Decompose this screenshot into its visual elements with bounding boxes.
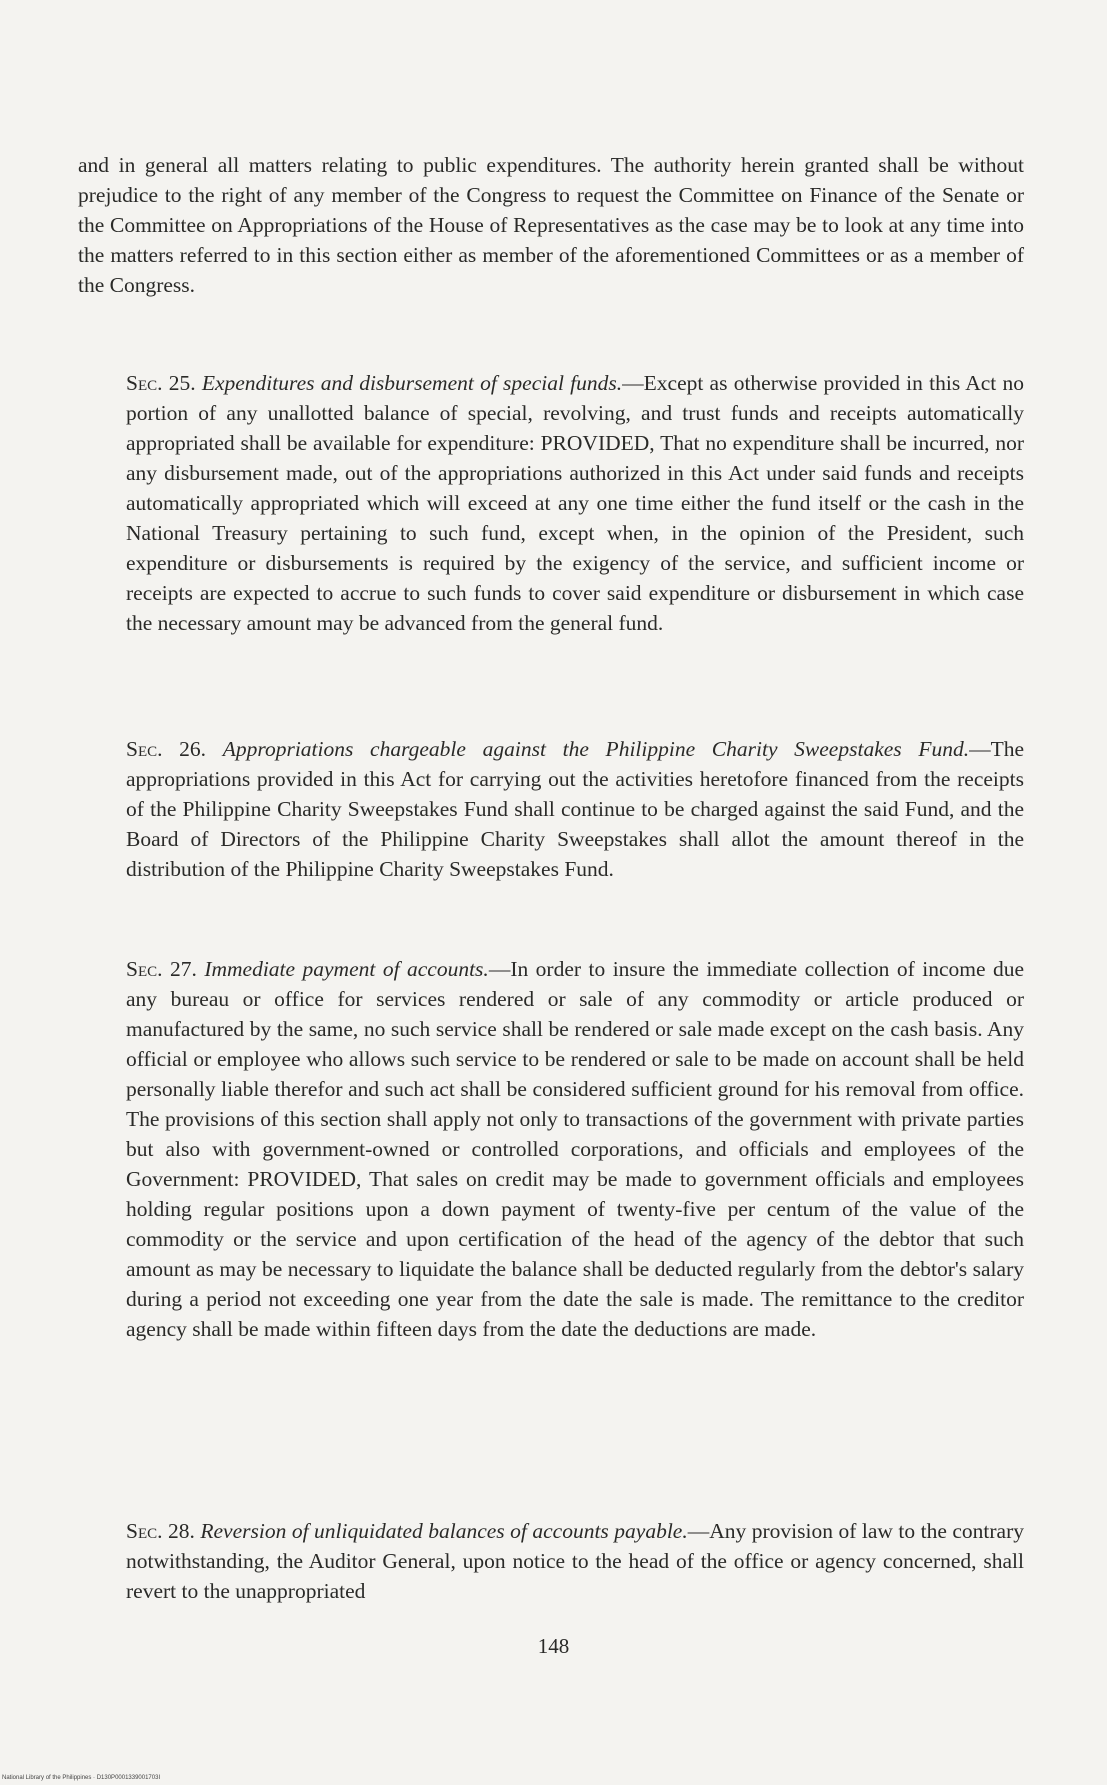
archive-stamp: National Library of the Philippines · D130P0001339001703I [2, 1775, 161, 1781]
section-paragraph [78, 734, 1024, 884]
section-label: Sec. 27. [126, 957, 197, 981]
paragraph-text: and in general all matters relating to public expenditures. The authority herein granted shall be without prejudice to the right of any member of the Congress to request the Committee on Finance of the Senate or the Committee on Appropriations of the House of Representatives as the case may be to look at any time into the matters referred to in this section either as member of the aforementioned Committees or as a member of the Congress. [78, 153, 1024, 297]
section-title: Reversion of unliquidated balances of accounts payable. [200, 1519, 688, 1543]
section-28 [78, 1516, 1024, 1606]
section-body: —The appropriations provided in this Act for carrying out the activities heretofore financed from the receipts of the Philippine Charity Sweepstakes Fund shall continue to be charged against the said Fund, and the Board of Directors of the Philippine Charity Sweepstakes shall allot the amount thereof in the distribution of the Philippine Charity Sweepstakes Fund. [126, 737, 1025, 881]
section-body: —Any provision of law to the contrary notwithstanding, the Auditor General, upon notice to the head of the office or agency concerned, shall revert to the unappropriated [126, 1519, 1025, 1603]
section-body: —In order to insure the immediate collection of income due any bureau or office for services rendered or sale of any commodity or article produced or manufactured by the same, no such service shall be rendered or sale made except on the cash basis. Any official or employee who allows such service to be rendered or sale to be made on account shall be held personally liable therefor and such act shall be considered sufficient ground for his removal from office. The provisions of this section shall apply not only to transactions of the government with private parties but also with government-owned or controlled corporations, and officials and employees of the Government: PROVIDED, That sales on credit may be made to government officials and employees holding regular positions upon a down payment of twenty-five per centum of the value of the commodity or the service and upon certification of the head of the agency of the debtor that such amount as may be necessary to liquidate the balance shall be deducted regularly from the debtor's salary during a period not exceeding one year from the date the sale is made. The remittance to the creditor agency shall be made within fifteen days from the date the deductions are made. [126, 957, 1025, 1341]
section-title: Appropriations chargeable against the Philippine Charity Sweepstakes Fund. [222, 737, 970, 761]
section-title: Expenditures and disbursement of special funds. [201, 371, 623, 395]
section-26 [78, 734, 1024, 884]
section-title: Immediate payment of accounts. [204, 957, 489, 981]
section-label: Sec. 28. [126, 1519, 195, 1543]
section-27 [78, 954, 1024, 1344]
section-paragraph [78, 1516, 1024, 1606]
page-number: 148 [537, 1634, 570, 1658]
section-label: Sec. 26. [126, 737, 207, 761]
section-label: Sec. 25. [126, 371, 196, 395]
continuation-paragraph [78, 150, 1024, 300]
section-25 [78, 368, 1024, 638]
section-paragraph [78, 368, 1024, 638]
section-body: —Except as otherwise provided in this Act no portion of any unallotted balance of special, revolving, and trust funds and receipts automatically appropriated shall be available for expenditure: PROVIDED, That no expenditure shall be incurred, nor any disbursement made, out of the appropriations authorized in this Act under said funds and receipts automatically appropriated which will exceed at any one time either the fund itself or the cash in the National Treasury pertaining to such fund, except when, in the opinion of the President, such expenditure or disbursements is required by the exigency of the service, and sufficient income or receipts are expected to accrue to such funds to cover said expenditure or disbursement in which case the necessary amount may be advanced from the general fund. [126, 371, 1024, 635]
section-paragraph [78, 954, 1024, 1344]
